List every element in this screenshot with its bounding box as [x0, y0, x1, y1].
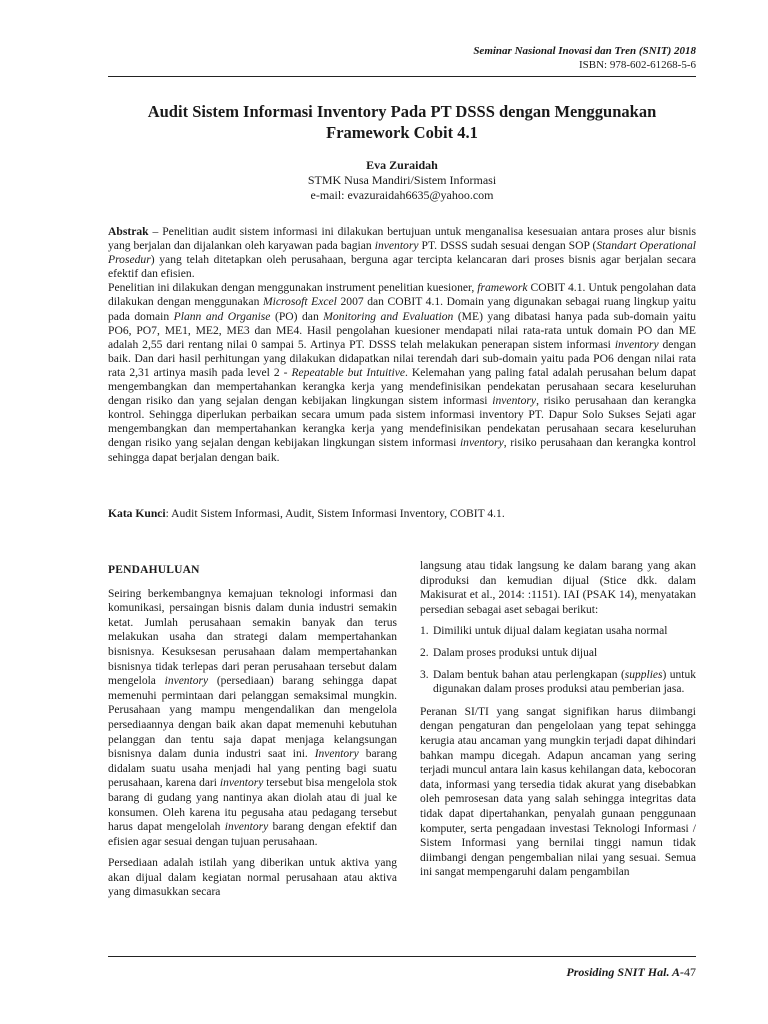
body-italic: Inventory	[314, 748, 359, 761]
list-text	[433, 668, 696, 697]
list-item	[420, 668, 696, 697]
list-italic: supplies	[624, 668, 663, 681]
list-item	[420, 624, 696, 639]
abstract	[108, 225, 696, 465]
list-number: 3.	[420, 668, 429, 681]
abstract-italic: Standart Operational Prosedur	[108, 239, 696, 267]
abstract-italic: inventory	[492, 394, 537, 408]
body-paragraph: Persediaan adalah istilah yang diberikan untuk aktiva yang akan dijual dalam kegiatan normal perusahaan atau aktiva yang dimasukkan secara	[108, 857, 397, 899]
body-paragraph	[108, 587, 397, 850]
abstract-text: ) yang telah ditetapkan oleh perusahaan, berguna agar tercipta kelancaran dari proses bisnis agar berjalan secara efektif dan efisien.	[108, 253, 696, 281]
running-header	[473, 44, 696, 72]
title-line-2: Framework Cobit 4.1	[326, 123, 478, 142]
section-heading-pendahuluan: PENDAHULUAN	[108, 564, 200, 576]
abstract-paragraph-2	[108, 281, 696, 464]
keywords-label: Kata Kunci	[108, 507, 166, 520]
abstract-label: Abstrak	[108, 225, 149, 238]
footer-label: Prosiding SNIT Hal. A-	[566, 965, 684, 979]
abstract-italic: Repeatable but Intuitive	[291, 365, 406, 379]
abstract-italic: Microsoft Excel	[262, 295, 337, 309]
abstract-italic: inventory	[459, 436, 504, 450]
keywords	[108, 507, 696, 521]
title-line-1: Audit Sistem Informasi Inventory Pada PT DSSS dengan Menggunakan	[147, 102, 657, 121]
list-text-part: Dalam bentuk bahan atau perlengkapan (	[433, 668, 625, 681]
abstract-text: (PO) dan	[270, 309, 324, 323]
right-column	[420, 559, 696, 887]
header-divider	[108, 76, 696, 77]
author-name: Eva Zuraidah	[366, 158, 438, 172]
author-block	[108, 158, 696, 203]
body-italic: inventory	[224, 821, 269, 834]
list-text: Dimiliki untuk dijual dalam kegiatan usaha normal	[433, 625, 668, 638]
body-italic: inventory	[219, 777, 264, 790]
list-number: 1.	[420, 625, 429, 638]
abstract-text: , risiko perusahaan dan kerangka kontrol. Sehingga diperlukan perbaikan secara umum pada sistem informasi inventory PT. Dapur Solo Sukses Sejati agar mengembangkan dan mempertahankan kerangka kerja yang mendefinisikan pendekatan perusahaan secara keseluruhan dengan risiko yang sejalan dengan kebijakan lingkungan sistem informasi	[108, 394, 696, 450]
body-paragraph: Peranan SI/TI yang sangat signifikan harus diimbangi dengan pengaturan dan pengelolaan yang tepat sehingga kerugia atau ancaman yang mungkin terjadi dapat dihindari bahkan mampu dicegah. Adapun ancaman yang sering terjadi muncul antara lain kasus kehilangan data, kebocoran data, informasi yang tersedia tidak akurat yang disebabkan oleh pemrosesan data yang salah sehingga integritas data tidak dapat dipertahankan, penyalah gunaan penggunaan komputer, serta pengadaan investasi Teknologi Informasi / Sistem Informasi yang bernilai tinggi namun tidak diimbangi dengan pengembalian nilai yang sesuai. Semua ini sangat mempengaruhi dalam pengambilan	[420, 705, 696, 879]
abstract-italic: framework	[477, 281, 528, 295]
abstract-text: , risiko perusahaan dan kerangka kontrol sehingga dapat berjalan dengan baik.	[108, 436, 696, 464]
abstract-text: . Kelemahan yang paling fatal adalah perusahan belum dapat mengembangkan dan mempertahankan kerangka kerja yang mendefinisikan pendekatan perusahaan secara keseluruhan dengan risiko dan yang sejalan dengan kebijakan lingkungan sistem informasi	[108, 365, 696, 408]
footer-divider	[108, 956, 696, 957]
left-column	[108, 559, 397, 907]
isbn: ISBN: 978-602-61268-5-6	[578, 59, 696, 71]
abstract-text: Penelitian ini dilakukan dengan menggunakan instrument penelitian kuesioner,	[108, 281, 478, 295]
abstract-italic: Monitoring and Evaluation	[323, 309, 454, 323]
body-text: barang dengan efektif dan efisien agar sesuai dengan tujuan perusahaan.	[108, 821, 398, 848]
list-text: Dalam proses produksi untuk dijual	[433, 646, 598, 659]
body-italic: inventory	[164, 675, 209, 688]
abstract-text: dengan baik. Dan dari hasil perhitungan yang dilakukan didapatkan nilai terendah dari sub-domain yaitu pada PO6 dengan nilai rata rata 2,31 artinya masih pada level 2 -	[108, 337, 696, 379]
abstract-text: – Penelitian audit sistem informasi ini dilakukan bertujuan untuk menganalisa kesesuaian antara proses alur bisnis yang berjalan dan dijalankan oleh karyawan pada bagian	[108, 225, 696, 253]
abstract-text: COBIT 4.1. Untuk pengolahan data dilakukan dengan menggunakan	[108, 281, 696, 309]
paper-title	[108, 101, 696, 143]
body-paragraph: langsung atau tidak langsung ke dalam barang yang akan diproduksi dan kemudian dijual (Stice dkk. dalam Makisurat et al., 2014: :1151). IAI (PSAK 14), menyatakan persedian sebagai aset sebagai berikut:	[420, 560, 696, 616]
abstract-italic: Plann and Organise	[173, 309, 271, 323]
abstract-text: PT. DSSS sudah sesuai dengan SOP (	[418, 239, 597, 253]
abstract-paragraph-1	[108, 225, 696, 281]
abstract-italic: inventory	[614, 337, 659, 351]
body-text: tersebut bisa mengelola stok barang di gudang yang nantinya akan diolah atau di jual ke konsumen. Oleh karena itu pegusaha atau pedagang tersebut harus dapat mengelolah	[108, 777, 398, 834]
abstract-text: 2007 dan COBIT 4.1. Domain yang digunakan sebagai ruang lingkup yaitu pada domain	[108, 295, 696, 323]
body-text: (persediaan) barang sehingga dapat memenuhi permintaan dari pelanggan semaksimal mungkin. Perusahaan yang mampu mengendalikan dan mengelola persediaannya dengan baik akan dapat memenuhi kebutuhan pelanggan dan tentu saja dapat menjaga kelangsungan bisnisnya dalam dunia industri saat ini.	[108, 675, 397, 761]
author-email: e-mail: evazuraidah6635@yahoo.com	[310, 188, 494, 202]
body-text: barang didalam suatu usaha menjadi hal yang penting bagi suatu perusahaan, karena dari	[108, 748, 397, 790]
list-number: 2.	[420, 646, 429, 659]
conference-name: Seminar Nasional Inovasi dan Tren (SNIT) 2018	[473, 45, 696, 57]
list-item	[420, 646, 696, 661]
abstract-text: (ME) yang dibatasi hanya pada sub-domain yaitu PO6, PO7, ME1, ME2, ME3 dan ME4. Hasil pengolahan kuesioner mendapati nilai rata-rata untuk domain PO dan ME adalah 2,55 dari rentang nilai 0 sampai 5. Artinya PT. DSSS telah melakukan penerapan sistem informasi	[108, 309, 696, 351]
author-affiliation: STMK Nusa Mandiri/Sistem Informasi	[307, 173, 497, 187]
body-text: Seiring berkembangnya kemajuan teknologi informasi dan komunikasi, persaingan bisnis dalam dunia industri semakin ketat. Jumlah perusahaan semakin banyak dan terus melakukan usaha dan strategi dalam mempertahankan bisnisnya. Kesuksesan perusahaan dalam mempertahankan bisnisnya tidak terlepas dari peran perusahaan tersebut dalam mengelola	[108, 587, 397, 688]
abstract-italic: inventory	[374, 239, 419, 253]
asset-criteria-list	[420, 624, 696, 696]
list-text-part: ) untuk digunakan dalam proses produksi atau pemberian jasa.	[433, 668, 696, 696]
page-footer	[566, 965, 696, 980]
keywords-text: : Audit Sistem Informasi, Audit, Sistem Informasi Inventory, COBIT 4.1.	[165, 507, 505, 520]
page-number: 47	[684, 965, 696, 979]
